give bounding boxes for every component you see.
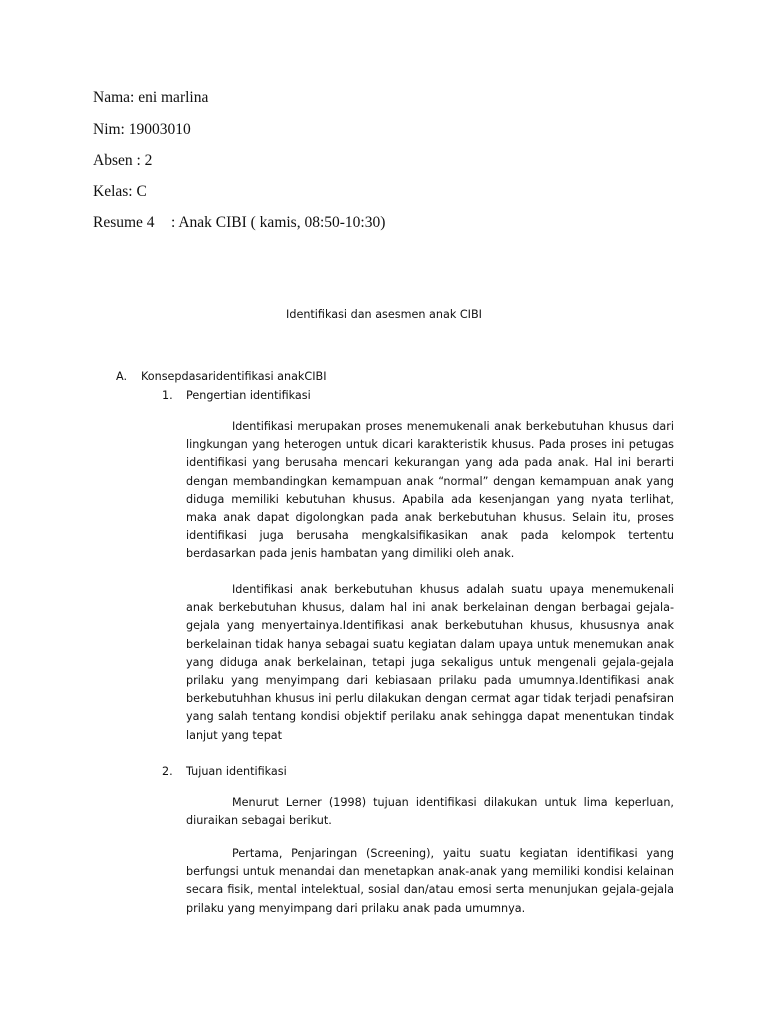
resume-value: : Anak CIBI ( kamis, 08:50-10:30) bbox=[171, 214, 386, 231]
subsection-2-title: Tujuan identifikasi bbox=[186, 765, 287, 778]
paragraph-tujuan-1: Menurut Lerner (1998) tujuan identifikasi dilakukan untuk lima keperluan, diuraikan sebagai berikut. bbox=[186, 796, 674, 828]
resume-line bbox=[93, 213, 385, 233]
subsection-1-heading bbox=[162, 388, 311, 404]
student-name: Nama: eni marlina bbox=[93, 89, 209, 106]
student-kelas: Kelas: C bbox=[93, 183, 147, 200]
student-nim: Nim: 19003010 bbox=[93, 121, 191, 138]
paragraph-pengertian-1: Identifikasi merupakan proses menemukenali anak berkebutuhan khusus dari lingkungan yang heterogen untuk dicari karakteristik khusus. Pada proses ini petugas identifikasi yang berusaha mencari kekurangan yang ada pada anak. Hal ini berarti dengan membandingkan kemampuan anak “normal” dengan kemampuan anak yang diduga memiliki kebutuhan khusus. Apabila ada kesenjangan yang nyata terlihat, maka anak dapat digolongkan pada anak berkebutuhan khusus. Selain itu, proses identifikasi juga berusaha mengkalsifikasikan anak pada kelompok tertentu berdasarkan pada jenis hambatan yang dimiliki oleh anak. bbox=[186, 420, 674, 561]
paragraph-pengertian-2: Identifikasi anak berkebutuhan khusus adalah suatu upaya menemukenali anak berkebutuhan khusus, dalam hal ini anak berkelainan dengan berbagai gejala-gejala yang menyertainya.Identifikasi anak berkebutuhan khusus, khususnya anak berkelainan tidak hanya sebagai suatu kegiatan dalam upaya untuk menemukan anak yang diduga anak berkelainan, tetapi juga sekaligus untuk mengenali gejala-gejala prilaku yang menyimpang dari kebiasaan prilaku pada umumnya.Identifikasi anak berkebutuhhan khusus ini perlu dilakukan dengan cermat agar tidak terjadi penafsiran yang salah tentang kondisi objektif perilaku anak sehingga dapat menentukan tindak lanjut yang tepat bbox=[186, 583, 674, 742]
resume-label: Resume 4 bbox=[93, 214, 155, 231]
paragraph-tujuan-2: Pertama, Penjaringan (Screening), yaitu suatu kegiatan identifikasi yang berfungsi untuk menandai dan menetapkan anak-anak yang memiliki kondisi kelainan secara fisik, mental intelektual, sosial dan/atau emosi serta menunjukan gejala-gejala prilaku yang menyimpang dari prilaku anak pada umumnya. bbox=[186, 847, 674, 915]
subsection-1-title: Pengertian identifikasi bbox=[186, 389, 311, 402]
subsection-2-marker: 2. bbox=[162, 765, 173, 778]
section-a-title: Konsepdasaridentifikasi anakCIBI bbox=[141, 370, 327, 383]
document-title: Identifikasi dan asesmen anak CIBI bbox=[286, 308, 482, 321]
section-a-marker: A. bbox=[116, 370, 128, 383]
subsection-2-heading bbox=[162, 764, 287, 780]
student-absen: Absen : 2 bbox=[93, 152, 153, 169]
subsection-1-marker: 1. bbox=[162, 389, 173, 402]
section-a-heading bbox=[116, 369, 327, 385]
